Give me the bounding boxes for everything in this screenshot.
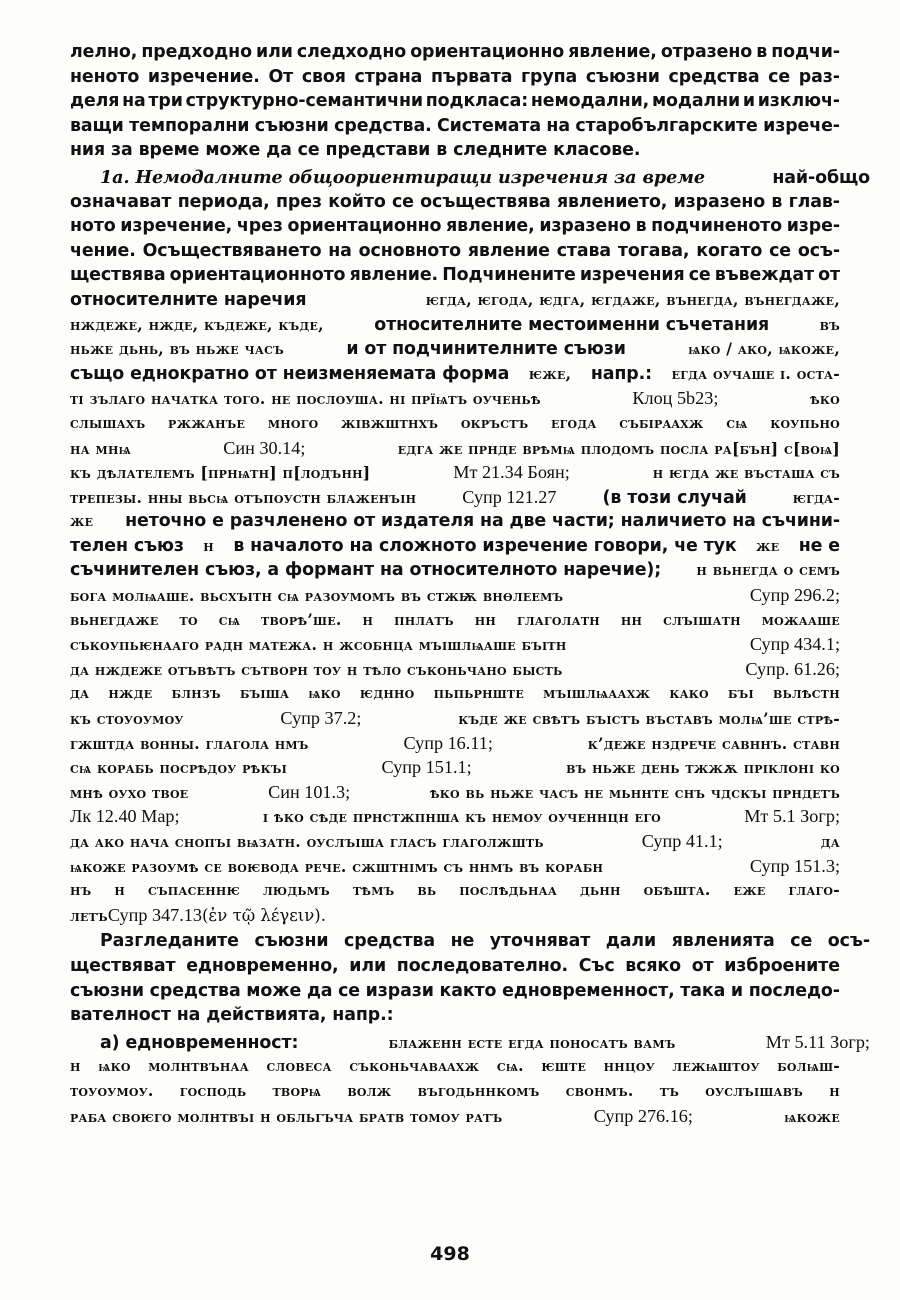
text-run: да ако нача снопъі вѩзатн. оуслъіша гласъ глаголжшть (70, 832, 544, 851)
text-run: а) едновременност: (100, 1032, 299, 1053)
text-word: бъі (728, 683, 754, 703)
text-run: Мт 5.11 Зогр; (765, 1031, 870, 1052)
text-word: ржжанъе (168, 412, 246, 432)
text-word: слышахъ (70, 412, 146, 432)
text-run: бога молѩаше. вьсхъітн сѩ разоумомъ въ стжѭ внѳлеемъ (70, 586, 564, 606)
text-word: болѩш- (777, 1056, 840, 1076)
text-word: Осъществяването (142, 240, 322, 261)
text-word: средства. (334, 115, 432, 136)
text-line (70, 364, 840, 389)
text-word: лежѩштоу (672, 1056, 760, 1076)
text-word: деля (70, 91, 120, 112)
text-line (70, 956, 840, 981)
text-run: Супр. 61.26; (745, 658, 840, 679)
text-line (70, 880, 840, 905)
text-word: ѥднно (359, 683, 415, 703)
text-word: изразено (539, 216, 631, 237)
text-word: осъществява (420, 191, 551, 212)
text-run: относителните наречия (70, 289, 307, 310)
text-word: немодални, (530, 91, 650, 112)
text-word: еже (733, 880, 766, 900)
text-line (70, 757, 840, 782)
text-word: творѩ (272, 1080, 322, 1100)
text-line (70, 315, 840, 340)
text-word: се (391, 191, 414, 212)
text-run: да нждеже отъвѣтъ сътворн тоу н тѣло съконьчано бысть (70, 659, 563, 679)
text-run: къде же свѣтъ бъістъ въставъ молѩ’ше стрѣ- (458, 709, 840, 729)
text-word: съпасеннѥ (148, 880, 240, 900)
text-run: Супр 41.1; (641, 831, 723, 851)
text-run: Мт 5.1 Зогр; (744, 806, 840, 827)
text-line (70, 683, 840, 708)
text-word: подчиненото (651, 216, 783, 237)
text-run: въ (819, 314, 840, 334)
text-word: вь (417, 880, 437, 900)
text-run: ѥгда- (792, 487, 840, 507)
text-line (70, 981, 840, 1006)
text-line (70, 1005, 840, 1030)
text-word: първата (430, 66, 513, 87)
text-run: едга же прнде врѣмѩ плодомъ посла ра[бън] с[воѩ] (397, 438, 840, 458)
text-word: можааше (761, 609, 840, 629)
text-word: тогава, (617, 240, 690, 261)
text-word: Разгледаните (100, 931, 239, 952)
text-line (70, 290, 840, 315)
text-word: От (268, 66, 294, 87)
text-run: Мт 21.34 Боян; (453, 462, 570, 483)
text-run: Супр 37.2; (280, 708, 362, 729)
text-word: ществява (70, 265, 166, 286)
text-run: също еднократно от неизменяемата форма (70, 363, 510, 384)
text-word: предходно (141, 42, 252, 62)
text-line (70, 931, 870, 956)
text-word: означават (70, 191, 172, 212)
text-word: група (521, 66, 578, 87)
text-word: господь (179, 1080, 247, 1100)
text-word: уточняват (489, 931, 591, 952)
text-run: трепезы. нны вьсѩ отъпоустн блаженъін (70, 487, 417, 507)
text-line (70, 413, 840, 438)
text-word: сѩ. (496, 1056, 524, 1076)
text-word: осъ- (797, 240, 840, 261)
text-word: вателност на действията, напр.: (70, 1005, 394, 1026)
text-word: последователно. (396, 955, 568, 976)
text-line (70, 708, 840, 733)
text-word: въвеждат (714, 265, 815, 286)
text-word: съюзни (585, 66, 660, 87)
text-run: к’деже нздрече савннъ. ставн (587, 733, 840, 753)
text-run: Супр 434.1; (749, 634, 840, 655)
text-word: ориентационно (287, 216, 442, 237)
text-run: Супр 151.3; (749, 855, 840, 876)
text-run: ѥже, (528, 363, 572, 383)
text-word: словеса (266, 1056, 332, 1076)
text-word: нн (474, 609, 497, 629)
text-word: свонмъ. (565, 1080, 634, 1100)
text-run: ѥгда, ѥгода, ѥдга, ѥгдаже, вънегда, вънегдаже, (425, 289, 840, 309)
text-word: или (349, 955, 387, 976)
text-run: (в този случай (602, 487, 747, 508)
text-run: Супр 151.1; (381, 757, 472, 778)
text-run: егда оучаше і. оста- (671, 363, 840, 383)
text-word: н (829, 1080, 840, 1100)
text-line (70, 806, 840, 831)
text-word: много (267, 412, 319, 432)
text-run: ті зълаго начатка того. не послоуша. ні прїѩтъ оученьѣ (70, 389, 541, 409)
text-word: дали (605, 931, 657, 952)
text-word: ѥште (541, 1056, 587, 1076)
text-word: явлението, (556, 191, 668, 212)
text-word: егода (551, 412, 597, 432)
text-run: сѩ корабь посрѣдоу рѣкъі (70, 758, 288, 778)
text-run: в началото на сложното изречение говори, че тук (233, 535, 737, 556)
text-word: вьлѣстн (773, 683, 840, 703)
text-word: на (546, 115, 570, 136)
text-word: послѣдьнаа (459, 880, 558, 900)
text-word: който (328, 191, 386, 212)
text-word: како (669, 683, 709, 703)
text-word: когато (696, 240, 763, 261)
text-word: може (246, 980, 302, 1001)
text-run: къ стоуоумоу (70, 709, 184, 729)
text-run: ι ѣко сѣде прнстжпнша къ немоу оученнцн его (262, 807, 661, 827)
text-word: събірaaхж (619, 412, 704, 432)
text-word: в (756, 42, 768, 62)
text-word: всяко (625, 955, 681, 976)
text-run: ѩкоже (784, 1106, 840, 1126)
text-word: и (742, 91, 755, 112)
text-word: своя (301, 66, 346, 87)
text-word: осъ- (827, 931, 870, 952)
text-word: три (148, 91, 183, 112)
text-word: явление, (568, 42, 657, 62)
text-line (70, 438, 840, 463)
text-word: става (556, 240, 612, 261)
text-word: неното (70, 66, 140, 87)
text-run: най-общо (772, 167, 870, 188)
text-word: едновременност, (502, 980, 675, 1001)
text-word: структурно-семантични (185, 91, 423, 112)
text-run: 1а. Немодалните общоориентиращи изречения за време (100, 166, 705, 188)
text-run: Лк 12.40 Мар; (70, 806, 180, 827)
text-run: ѩко / ако, ѩкоже, (688, 339, 840, 359)
text-run: ѩкоже разоумѣ се воѥвода рече. сжштнімъ съ ннмъ въ корабн (70, 856, 604, 876)
text-run: Син 101.3; (268, 781, 351, 802)
text-run: напр.: (590, 363, 653, 384)
text-word: н (70, 1056, 81, 1076)
text-run: ньже дьнь, въ ньже часъ (70, 339, 284, 359)
text-line (70, 339, 840, 364)
text-run: летъ (70, 905, 108, 925)
text-word: и (730, 980, 744, 1001)
text-word: периода, (177, 191, 270, 212)
text-word: молнтвънаа (148, 1056, 249, 1076)
text-word: на (122, 91, 146, 112)
text-word: модални (651, 91, 741, 112)
text-word: глав- (788, 191, 840, 212)
text-word: изразено (673, 191, 766, 212)
text-word: тоуоумоу. (70, 1080, 154, 1100)
text-line (70, 116, 840, 141)
text-word: Системата (437, 115, 542, 136)
text-word: явление, (446, 216, 535, 237)
text-line (70, 610, 840, 635)
text-run: Супр 276.16; (593, 1105, 693, 1126)
text-run: Супр 16.11; (403, 732, 493, 753)
text-word: творѣ’ше. (261, 609, 342, 629)
text-word: изключ- (757, 91, 840, 112)
text-run: (ἐν τῷ λέγειν). (202, 905, 326, 925)
text-word: ващи (70, 115, 124, 136)
text-run: гжштда вонны. глаголa нмъ (70, 733, 309, 753)
text-word: подкласа: (425, 91, 529, 112)
text-word: раз- (798, 66, 840, 87)
text-run: ѣко вь ньже часъ не мьннте снъ чдскъі прндетъ (429, 782, 840, 802)
text-word: средства (149, 980, 241, 1001)
text-word: от (691, 955, 714, 976)
text-word: глаго- (788, 880, 840, 900)
text-word: явленията (671, 931, 775, 952)
text-word: сѩ (726, 412, 748, 432)
text-word: последо- (748, 980, 840, 1001)
text-line (70, 91, 840, 116)
text-word: средства (344, 931, 435, 952)
text-word: отразено (660, 42, 753, 62)
text-word: съконьчавaaхж (349, 1056, 480, 1076)
text-line (70, 265, 840, 290)
text-word: съюзни (254, 931, 329, 952)
text-word: така (680, 980, 726, 1001)
text-word: се (790, 931, 813, 952)
text-line (70, 634, 840, 659)
text-word: слъішатн (663, 609, 741, 629)
text-word: едновременно, (186, 955, 339, 976)
text-word: изре- (786, 216, 840, 237)
text-word: ното (70, 216, 116, 237)
text-word: сѩ (218, 609, 241, 629)
text-line (70, 782, 840, 807)
text-word: жівжштнхъ (341, 412, 439, 432)
text-word: изрази (365, 980, 434, 1001)
text-word: ннцоу (603, 1056, 655, 1076)
text-line (70, 560, 840, 585)
text-word: людьмъ (262, 880, 330, 900)
text-line (70, 856, 840, 881)
text-run: съчинителен съюз, а формант на относителното наречие); (70, 560, 662, 581)
text-word: пнлатъ (394, 609, 454, 629)
page-text-block (70, 42, 870, 1130)
text-word: тѣмъ (352, 880, 395, 900)
text-word: н (362, 609, 374, 629)
text-word: изрече- (763, 115, 840, 136)
text-word: следходно (296, 42, 407, 62)
text-word: изречения (579, 265, 685, 286)
text-word: оуслъішавъ (705, 1080, 804, 1100)
text-word: вьнегдаже (70, 609, 159, 629)
text-word: в (635, 216, 647, 237)
text-word: изброените (724, 955, 840, 976)
text-word: през (275, 191, 322, 212)
text-run: и от подчинителните съюзи (346, 339, 626, 360)
text-word: нжде (108, 683, 153, 703)
text-word: ориентационното (169, 265, 346, 286)
text-word: съюзни (254, 115, 329, 136)
text-line (70, 905, 840, 930)
text-line (70, 487, 840, 512)
text-line (70, 462, 840, 487)
text-word: то (179, 609, 198, 629)
text-line (70, 388, 840, 413)
text-line (70, 167, 870, 192)
text-run: раба своѥго молнтвъі н обльгъча братв томоу ратъ (70, 1106, 503, 1126)
text-word: от (818, 265, 840, 286)
text-word: Подчинените (442, 265, 576, 286)
text-line (70, 1032, 870, 1057)
text-run: мнѣ оухо твое (70, 782, 189, 802)
text-word: основното (358, 240, 461, 261)
text-run: съкоупьѥнааго радн матежа. н жсобнца мъішлѩаше бъітн (70, 635, 567, 655)
text-word: н (114, 880, 126, 900)
text-word: ществяват (70, 955, 176, 976)
text-run: въ ньже день тжжѫ пріклоні ко (566, 758, 840, 778)
text-word: ориентационно (410, 42, 565, 62)
text-word: пьпьрнште (433, 683, 525, 703)
text-word: подчи- (771, 42, 840, 62)
text-word: явление (467, 240, 550, 261)
text-line (70, 536, 840, 561)
text-word: съюзни (70, 980, 144, 1001)
text-word: се (768, 66, 791, 87)
text-run: не е (798, 535, 840, 556)
text-run: Син 30.14; (223, 437, 306, 458)
text-word: ѩко (98, 1056, 131, 1076)
text-line (70, 192, 840, 217)
text-word: бъіша (239, 683, 290, 703)
text-run: телен съюз (70, 535, 184, 556)
text-word: старобългарските (575, 115, 758, 136)
text-run: блаженн есте егда поносатъ вамъ (388, 1032, 676, 1052)
text-run: н вьнегда о семъ (696, 560, 840, 580)
text-run: неточно е разчленено от издателя на две части; наличието на съчини- (125, 511, 840, 532)
text-line (70, 67, 840, 92)
text-word: не (450, 931, 475, 952)
text-line (70, 733, 840, 758)
text-word: мъішлѩаахж (543, 683, 651, 703)
text-word: чрез (236, 216, 283, 237)
text-line (70, 241, 840, 266)
text-run: же (756, 535, 780, 555)
text-word: темпорални (129, 115, 250, 136)
text-word: тъ (659, 1080, 679, 1100)
text-word: Със (578, 955, 615, 976)
text-word: блнзъ (171, 683, 221, 703)
text-run: Клоц 5b23; (632, 388, 719, 409)
text-line (70, 42, 840, 67)
text-word: нн (620, 609, 643, 629)
text-word: страна (354, 66, 423, 87)
text-word: се (688, 265, 711, 286)
page-number: 498 (430, 1243, 470, 1265)
text-run: нждеже, нжде, къдеже, къде, (70, 314, 324, 334)
text-run: Супр 347.13 (107, 904, 202, 925)
text-line (70, 1056, 840, 1081)
text-word: коупьно (770, 412, 840, 432)
text-run: н (203, 535, 214, 555)
text-word: ния за време може да се представи в следните класове. (70, 140, 641, 161)
text-word: дьнн (580, 880, 621, 900)
text-run: же (70, 511, 94, 531)
text-word: се (769, 240, 791, 261)
text-run: на мнѩ (70, 438, 131, 458)
text-run: н ѥгда же въсташа съ (652, 463, 840, 483)
text-run: да (820, 832, 840, 851)
text-word: на (328, 240, 352, 261)
text-word: обѣшта. (643, 880, 711, 900)
text-word: явление. (349, 265, 439, 286)
text-run: относителните местоименни съчетания (374, 314, 770, 335)
text-word: въгодьннкомъ (417, 1080, 540, 1100)
text-word: както (439, 980, 497, 1001)
text-word: окръстъ (460, 412, 529, 432)
text-word: чение. (70, 240, 136, 261)
text-line (70, 216, 840, 241)
text-word: средства (668, 66, 760, 87)
text-line (70, 1081, 840, 1106)
text-line (70, 585, 840, 610)
text-word: изречение, (120, 216, 233, 237)
text-line (70, 511, 840, 536)
text-word: волж (347, 1080, 392, 1100)
text-run: ѣко (809, 389, 840, 409)
text-word: се (338, 980, 360, 1001)
text-line (70, 831, 840, 856)
text-word: ѩко (308, 683, 341, 703)
text-line (70, 659, 840, 684)
text-run: къ дѣлателемъ [прнѩтн] п[лодънн] (70, 463, 371, 483)
text-word: или (256, 42, 293, 62)
text-word: в (771, 191, 783, 212)
text-run: Супр 296.2; (749, 585, 840, 606)
text-line (70, 1106, 840, 1131)
text-word: да (306, 980, 333, 1001)
text-word: лелно, (70, 42, 138, 62)
text-word: да (70, 683, 90, 703)
text-word: нъ (70, 880, 92, 900)
text-run: Супр 121.27 (462, 486, 557, 507)
text-word: изречение. (147, 66, 260, 87)
text-word: глаголатн (516, 609, 600, 629)
text-line (70, 140, 840, 165)
